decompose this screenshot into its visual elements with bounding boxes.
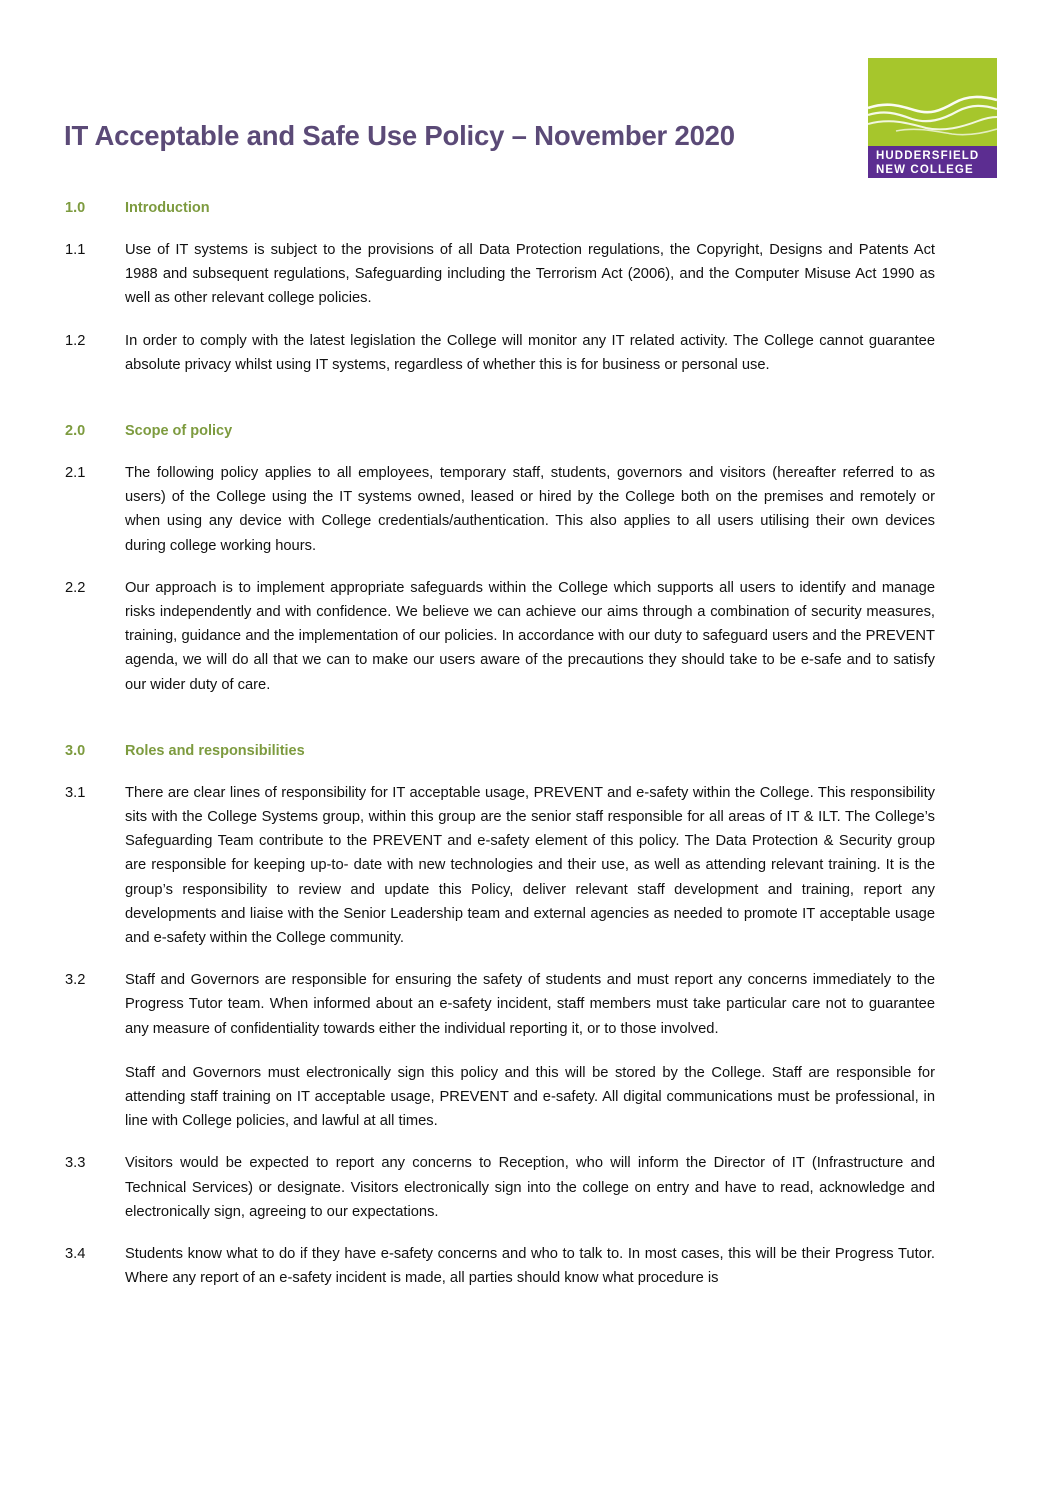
paragraph-text: The following policy applies to all employees, temporary staff, students, governors and visitors (hereafter referred to as users) of the College using the IT systems owned, leased or hired by the College both on the premises and remotely or when using any device with College credentials/authentication. This also applies to all users utilising their own devices during college working hours. <box>125 465 935 554</box>
section-title: Roles and responsibilities <box>125 742 305 759</box>
paragraph-number: 1.2 <box>65 332 86 349</box>
logo-wordmark <box>868 146 997 178</box>
document-body <box>0 200 1059 1291</box>
paragraph-text: Students know what to do if they have e-safety concerns and who to talk to. In most cases, this will be their Progress Tutor. Where any report of an e-safety incident is made, all parties should know what procedure is <box>125 1246 935 1287</box>
section-heading-1 <box>0 200 1059 216</box>
paragraph-number: 1.1 <box>65 242 86 258</box>
paragraph-3-4 <box>0 1242 1059 1290</box>
paragraph-text: Staff and Governors are responsible for ensuring the safety of students and must report any concerns immediately to the Progress Tutor team. When informed about an e-safety incident, staff members must take particular care not to guarantee any measure of confidentiality towards either the individual reporting it, or to those involved. <box>125 972 935 1037</box>
paragraph-3-3 <box>0 1151 1059 1224</box>
paragraph-number <box>0 1061 125 1134</box>
logo-hills-graphic <box>868 58 997 146</box>
paragraph-number: 3.4 <box>65 1246 86 1263</box>
section-heading-3 <box>0 743 1059 759</box>
paragraph-text: There are clear lines of responsibility for IT acceptable usage, PREVENT and e-safety within the College. This responsibility sits with the College Systems group, within this group are the senior staff responsible for all areas of IT & ILT. The College’s Safeguarding Team contribute to the PREVENT and e-safety element of this policy. The Data Protection & Security group are responsible for keeping up-to- date with new technologies and their use, as well as attending relevant training. It is the group’s responsibility to review and update this Policy, deliver relevant staff development and training, report any developments and liaise with the Senior Leadership team and external agencies as needed to promote IT acceptable usage and e-safety within the College community. <box>125 784 935 947</box>
hills-waves-icon <box>868 58 997 146</box>
section-title: Scope of policy <box>125 423 233 440</box>
section-title: Introduction <box>125 200 210 216</box>
paragraph-text: Our approach is to implement appropriate safeguards within the College which supports all users to identify and manage risks independently and with confidence. We believe we can achieve our aims through a combination of security measures, training, guidance and the implementation of our policies. In accordance with our duty to safeguard users and the PREVENT agenda, we will do all that we can to make our users aware of the precautions they should take to be e-safe and to satisfy our wider duty of care. <box>125 579 935 693</box>
section-heading-2 <box>0 423 1059 439</box>
paragraph-1-2 <box>0 329 1059 377</box>
section-number: 1.0 <box>65 200 86 216</box>
section-number: 2.0 <box>65 423 86 440</box>
paragraph-number: 3.2 <box>65 972 86 989</box>
paragraph-number: 3.3 <box>65 1155 86 1172</box>
paragraph-3-1 <box>0 781 1059 950</box>
paragraph-text: Staff and Governors must electronically sign this policy and this will be stored by the College. Staff are responsible for attending staff training on IT acceptable usage, PREVENT and e-safety. All digital communications must be professional, in line with College policies, and lawful at all times. <box>125 1064 935 1130</box>
logo-wordmark-line2: NEW COLLEGE <box>876 164 974 176</box>
page-title: IT Acceptable and Safe Use Policy – November 2020 <box>64 120 735 151</box>
logo-wordmark-line1: HUDDERSFIELD <box>876 150 980 162</box>
paragraph-text: Use of IT systems is subject to the provisions of all Data Protection regulations, the Copyright, Designs and Patents Act 1988 and subsequent regulations, Safeguarding including the Terrorism Act (2006), and the Computer Misuse Act 1990 as well as other relevant college policies. <box>125 242 935 307</box>
paragraph-3-2 <box>0 968 1059 1041</box>
paragraph-text: In order to comply with the latest legislation the College will monitor any IT related activity. The College cannot guarantee absolute privacy whilst using IT systems, regardless of whether this is for business or personal use. <box>125 332 935 373</box>
paragraph-number: 2.2 <box>65 579 86 596</box>
paragraph-number: 3.1 <box>65 784 86 801</box>
paragraph-number: 2.1 <box>65 465 86 482</box>
paragraph-text: Visitors would be expected to report any concerns to Reception, who will inform the Director of IT (Infrastructure and Technical Services) or designate. Visitors electronically sign into the college on entry and have to read, acknowledge and electronically sign, agreeing to our expectations. <box>125 1155 935 1220</box>
section-number: 3.0 <box>65 742 86 759</box>
paragraph-2-2 <box>0 576 1059 697</box>
college-logo <box>868 58 997 178</box>
document-header <box>0 0 1059 200</box>
paragraph-2-1 <box>0 461 1059 558</box>
paragraph-1-1 <box>0 238 1059 311</box>
paragraph-3-2-continued <box>0 1061 1059 1134</box>
